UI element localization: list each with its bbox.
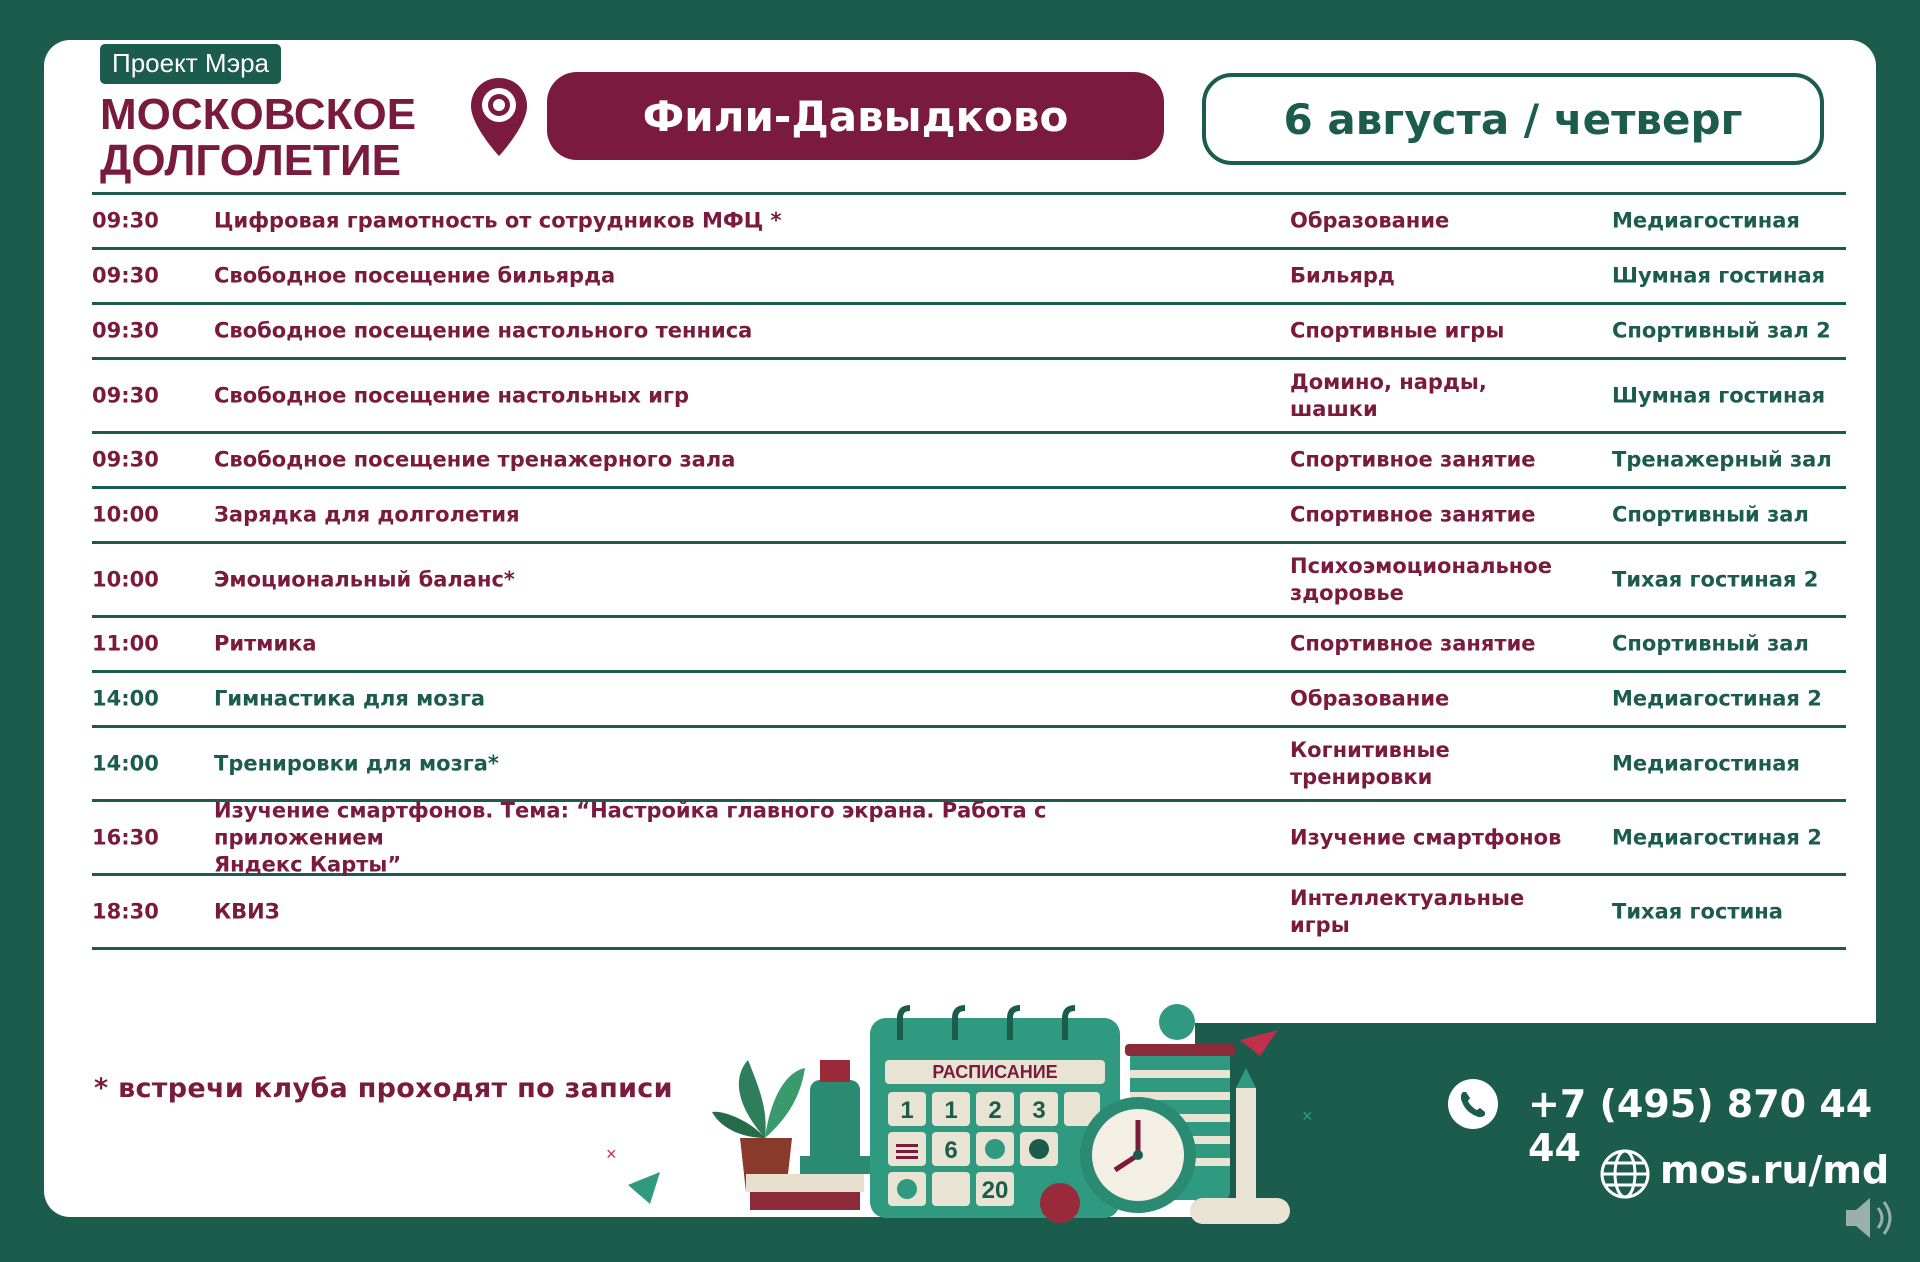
- logo-line-1: МОСКОВСКОЕ: [100, 90, 417, 139]
- schedule-row: [92, 673, 1846, 725]
- phone-number[interactable]: +7 (495) 870 44 44: [1528, 1082, 1873, 1170]
- event-title: Свободное посещение настольных игр: [214, 383, 689, 407]
- event-category: Образование: [1290, 686, 1450, 711]
- location-pin-icon: [468, 76, 530, 158]
- event-category: Психоэмоциональное здоровье: [1290, 553, 1552, 605]
- event-time: 14:00: [92, 751, 159, 775]
- calendar-header-label: РАСПИСАНИЕ: [932, 1062, 1058, 1082]
- schedule-row: [92, 434, 1846, 486]
- event-category: Изучение смартфонов: [1290, 825, 1562, 849]
- calendar-cell: 6: [944, 1137, 958, 1164]
- schedule-row: [92, 544, 1846, 615]
- event-category: Интеллектуальные игры: [1290, 885, 1525, 937]
- row-divider: [92, 947, 1846, 950]
- event-title: Гимнастика для мозга: [214, 686, 486, 711]
- event-room: Тихая гостиная 2: [1612, 567, 1819, 591]
- schedule-row: [92, 360, 1846, 431]
- calendar-cell: 1: [900, 1097, 914, 1124]
- event-category: Образование: [1290, 208, 1450, 233]
- logo-line-2: ДОЛГОЛЕТИЕ: [100, 136, 401, 185]
- svg-text:×: ×: [606, 1144, 617, 1164]
- event-time: 09:30: [92, 263, 159, 288]
- event-title: КВИЗ: [214, 899, 280, 923]
- event-title: Цифровая грамотность от сотрудников МФЦ *: [214, 208, 782, 233]
- calendar-cell: 2: [988, 1097, 1002, 1124]
- phone-icon: [1447, 1078, 1499, 1130]
- event-room: Медиагостиная: [1612, 208, 1800, 233]
- schedule-table: [92, 192, 1846, 950]
- event-room: Медиагостиная: [1612, 751, 1800, 775]
- event-title: Изучение смартфонов. Тема: “Настройка главного экрана. Работа с приложением Яндекс Карты”: [214, 798, 1047, 876]
- event-title: Свободное посещение настольного тенниса: [214, 318, 753, 343]
- event-category: Спортивное занятие: [1290, 631, 1536, 656]
- event-room: Спортивный зал 2: [1612, 318, 1831, 343]
- event-title: Ритмика: [214, 631, 317, 656]
- event-room: Спортивный зал: [1612, 631, 1809, 656]
- event-title: Зарядка для долголетия: [214, 502, 520, 527]
- schedule-row: [92, 250, 1846, 302]
- event-room: Тихая гостина: [1612, 899, 1783, 923]
- district-badge: Фили-Давыдково: [547, 72, 1164, 160]
- event-time: 09:30: [92, 318, 159, 343]
- svg-text:×: ×: [1302, 1106, 1313, 1126]
- schedule-row: [92, 876, 1846, 947]
- event-room: Медиагостиная 2: [1612, 825, 1822, 849]
- schedule-row: [92, 728, 1846, 799]
- schedule-row: [92, 618, 1846, 670]
- event-time: 09:30: [92, 447, 159, 472]
- calendar-cell: 3: [1032, 1097, 1046, 1124]
- globe-icon: [1599, 1148, 1651, 1200]
- event-time: 16:30: [92, 825, 159, 849]
- event-category: Когнитивные тренировки: [1290, 737, 1450, 789]
- event-category: Домино, нарды, шашки: [1290, 369, 1487, 421]
- schedule-row: [92, 798, 1846, 876]
- event-title: Эмоциональный баланс*: [214, 567, 515, 591]
- event-category: Спортивное занятие: [1290, 447, 1536, 472]
- date-badge: 6 августа / четверг: [1202, 73, 1824, 165]
- event-room: Шумная гостиная: [1612, 383, 1826, 407]
- logo-badge: Проект Мэра: [100, 44, 281, 84]
- event-time: 09:30: [92, 208, 159, 233]
- event-title: Свободное посещение бильярда: [214, 263, 616, 288]
- event-category: Бильярд: [1290, 263, 1395, 288]
- schedule-row: [92, 489, 1846, 541]
- event-category: Спортивные игры: [1290, 318, 1505, 343]
- event-time: 18:30: [92, 899, 159, 923]
- event-time: 11:00: [92, 631, 159, 656]
- registration-note: * встречи клуба проходят по записи: [94, 1073, 673, 1104]
- event-time: 10:00: [92, 502, 159, 527]
- event-room: Шумная гостиная: [1612, 263, 1826, 288]
- event-room: Тренажерный зал: [1612, 447, 1832, 472]
- schedule-illustration: [600, 960, 1320, 1230]
- event-title: Тренировки для мозга*: [214, 751, 499, 775]
- event-title: Свободное посещение тренажерного зала: [214, 447, 736, 472]
- event-room: Медиагостиная 2: [1612, 686, 1822, 711]
- website-link[interactable]: mos.ru/md: [1660, 1148, 1890, 1192]
- schedule-row: [92, 195, 1846, 247]
- project-logo: [100, 44, 416, 184]
- event-time: 09:30: [92, 383, 159, 407]
- event-time: 14:00: [92, 686, 159, 711]
- calendar-cell: 20: [981, 1177, 1009, 1204]
- event-time: 10:00: [92, 567, 159, 591]
- calendar-cell: 1: [944, 1097, 958, 1124]
- schedule-row: [92, 305, 1846, 357]
- event-room: Спортивный зал: [1612, 502, 1809, 527]
- event-category: Спортивное занятие: [1290, 502, 1536, 527]
- speaker-icon[interactable]: [1840, 1192, 1900, 1244]
